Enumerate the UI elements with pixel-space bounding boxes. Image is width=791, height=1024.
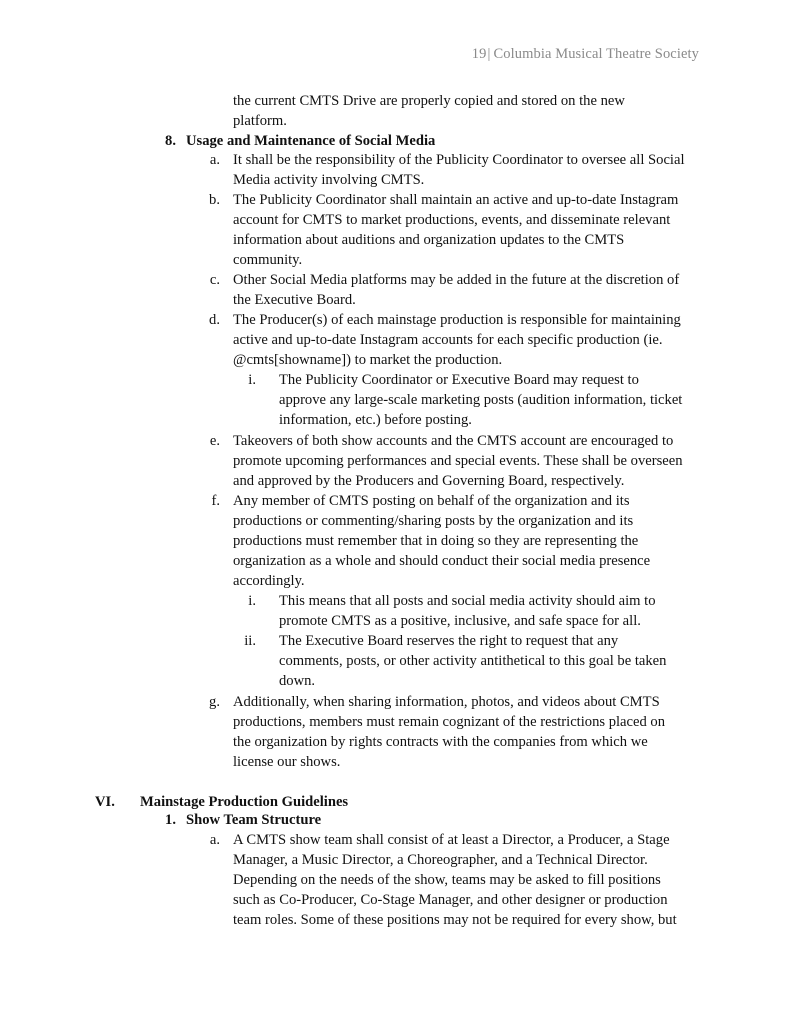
body-line: The Publicity Coordinator or Executive Board may request to	[279, 372, 639, 388]
body-line: promote upcoming performances and special events. These shall be overseen	[233, 453, 683, 469]
item-marker: a.	[209, 152, 220, 168]
body-line: the Executive Board.	[233, 292, 356, 308]
body-line: Manager, a Music Director, a Choreographer, and a Technical Director.	[233, 852, 648, 868]
item-marker: f.	[211, 493, 220, 509]
item-marker: c.	[209, 272, 220, 288]
section-numeral: VI.	[95, 794, 115, 810]
body-line: the organization by rights contracts with the companies from which we	[233, 734, 648, 750]
section-heading: Usage and Maintenance of Social Media	[186, 133, 436, 149]
body-line: team roles. Some of these positions may not be required for every show, but	[233, 912, 677, 928]
body-line: Depending on the needs of the show, teams may be asked to fill positions	[233, 872, 661, 888]
section-heading: Mainstage Production Guidelines	[140, 794, 349, 810]
body-line: approve any large-scale marketing posts (audition information, ticket	[279, 392, 683, 408]
item-marker: d.	[209, 312, 220, 328]
body-line: The Executive Board reserves the right to request that any	[279, 633, 619, 649]
body-line: Takeovers of both show accounts and the CMTS account are encouraged to	[233, 433, 674, 449]
header-separator: |	[487, 46, 491, 62]
body-line: organization as a whole and should conduct their social media presence	[233, 553, 651, 569]
body-line: account for CMTS to market productions, events, and disseminate relevant	[233, 212, 671, 228]
body-line: productions, members must remain cognizant of the restrictions placed on	[233, 714, 666, 730]
header-org-name: Columbia Musical Theatre Society	[493, 46, 699, 62]
body-line: and approved by the Producers and Governing Board, respectively.	[233, 473, 625, 489]
subitem-marker: i.	[248, 372, 256, 388]
body-line: It shall be the responsibility of the Publicity Coordinator to oversee all Social	[233, 152, 685, 168]
body-line: The Producer(s) of each mainstage production is responsible for maintaining	[233, 312, 681, 328]
subsection-number: 1.	[165, 812, 176, 828]
body-line: productions or commenting/sharing posts by the organization and its	[233, 513, 634, 529]
section-number: 8.	[165, 133, 176, 149]
item-marker: e.	[209, 433, 220, 449]
body-line: information, etc.) before posting.	[279, 412, 472, 428]
item-marker: a.	[209, 832, 220, 848]
body-line: productions must remember that in doing so they are representing the	[233, 533, 639, 549]
body-line: Other Social Media platforms may be added in the future at the discretion of	[233, 272, 680, 288]
item-marker: g.	[209, 694, 220, 710]
page-number: 19	[471, 46, 487, 62]
body-line: The Publicity Coordinator shall maintain an active and up-to-date Instagram	[233, 192, 679, 208]
body-line: active and up-to-date Instagram accounts for each specific production (ie.	[233, 332, 663, 348]
item-marker: b.	[209, 192, 220, 208]
body-line: down.	[279, 673, 316, 689]
subitem-marker: i.	[248, 593, 256, 609]
body-line: Additionally, when sharing information, photos, and videos about CMTS	[233, 694, 660, 710]
body-line: license our shows.	[233, 754, 341, 770]
body-line: the current CMTS Drive are properly copied and stored on the new	[233, 93, 625, 109]
body-line: Any member of CMTS posting on behalf of the organization and its	[233, 493, 630, 509]
page-header	[472, 46, 699, 63]
body-line: accordingly.	[233, 573, 305, 589]
body-line: A CMTS show team shall consist of at least a Director, a Producer, a Stage	[233, 832, 670, 848]
body-line: such as Co-Producer, Co-Stage Manager, and other designer or production	[233, 892, 668, 908]
body-line: community.	[233, 252, 303, 268]
body-line: comments, posts, or other activity antithetical to this goal be taken	[279, 653, 667, 669]
subsection-heading: Show Team Structure	[186, 812, 322, 828]
body-line: information about auditions and organization updates to the CMTS	[233, 232, 625, 248]
body-line: platform.	[233, 113, 287, 129]
subitem-marker: ii.	[244, 633, 256, 649]
body-line: promote CMTS as a positive, inclusive, and safe space for all.	[279, 613, 641, 629]
body-line: Media activity involving CMTS.	[233, 172, 425, 188]
body-line: This means that all posts and social media activity should aim to	[279, 593, 656, 609]
body-line: @cmts[showname]) to market the production.	[233, 352, 503, 368]
